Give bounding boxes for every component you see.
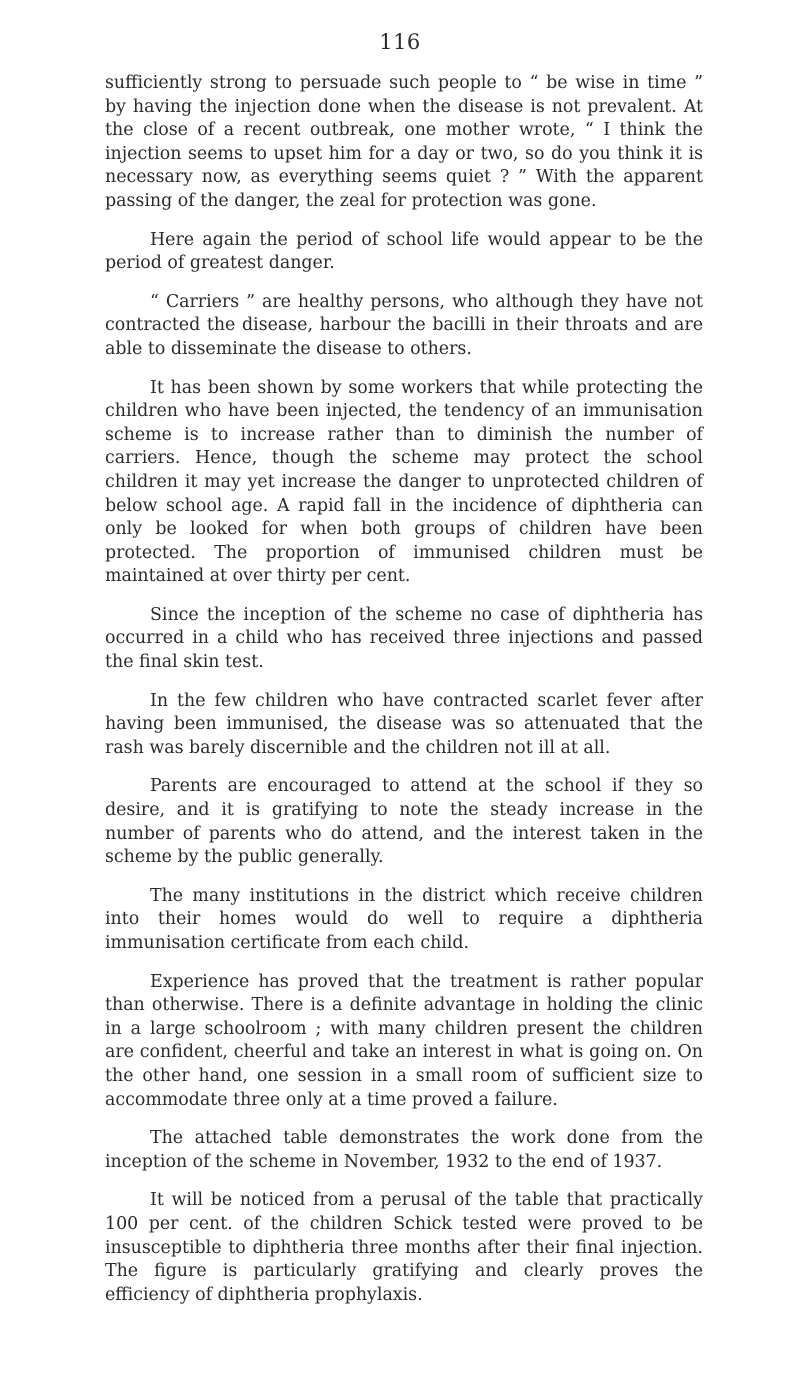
paragraph-attached-table: The attached table demonstrates the work done from the inception of the scheme in November, 1932 to the end of 1937.: [105, 1128, 703, 1172]
body-text: [105, 72, 703, 1322]
paragraph-carriers-increase: It has been shown by some workers that while protecting the children who have been injected, the tendency of an immunisation scheme is to increase rather than to diminish the number of carriers. Hence, though the scheme may protect the school children it may yet increase the danger to unprotected children of below school age. A rapid fall in the incidence of diphtheria can only be looked for when both groups of children have been protected. The proportion of immunised children must be maintained at over thirty per cent.: [105, 377, 703, 587]
paragraph-experience: Experience has proved that the treatment is rather popular than otherwise. There is a definite advantage in holding the clinic in a large schoolroom ; with many children present the children are confident, cheerful and take an interest in what is going on. On the other hand, one session in a small room of sufficient size to accommodate three only at a time proved a failure.: [105, 971, 703, 1110]
paragraph-continuation: sufficiently strong to persuade such people to “ be wise in time ” by having the injection done when the disease is not prevalent. At the close of a recent outbreak, one mother wrote, “ I think the injection seems to upset him for a day or two, so do you think it is necessary now, as everything seems quiet ? ” With the apparent passing of the danger, the zeal for protection was gone.: [105, 73, 703, 211]
paragraph-no-cases: Since the inception of the scheme no case of diphtheria has occurred in a child who has received three injections and passed the final skin test.: [105, 604, 703, 673]
paragraph-institutions: The many institutions in the district which receive children into their homes would do well to require a diphtheria immunisation certificate from each child.: [105, 885, 703, 953]
paragraph-school-period: Here again the period of school life would appear to be the period of greatest danger.: [105, 229, 703, 274]
paragraph-carriers-definition: “ Carriers ” are healthy persons, who although they have not contracted the disease, harbour the bacilli in their throats and are able to disseminate the disease to others.: [105, 291, 703, 359]
paragraph-parents: Parents are encouraged to attend at the school if they so desire, and it is gratifying to note the steady increase in the number of parents who do attend, and the interest taken in the scheme by the public generally.: [105, 776, 703, 868]
page-number: 116: [379, 30, 421, 54]
paragraph-schick-test: It will be noticed from a perusal of the table that practically 100 per cent. of the children Schick tested were proved to be insusceptible to diphtheria three months after their final injection. The figure is particularly gratifying and clearly proves the efficiency of diphtheria prophylaxis.: [105, 1190, 703, 1305]
paragraph-scarlet-fever: In the few children who have contracted scarlet fever after having been immunised, the disease was so attenuated that the rash was barely discernible and the children not ill at all.: [105, 690, 703, 758]
